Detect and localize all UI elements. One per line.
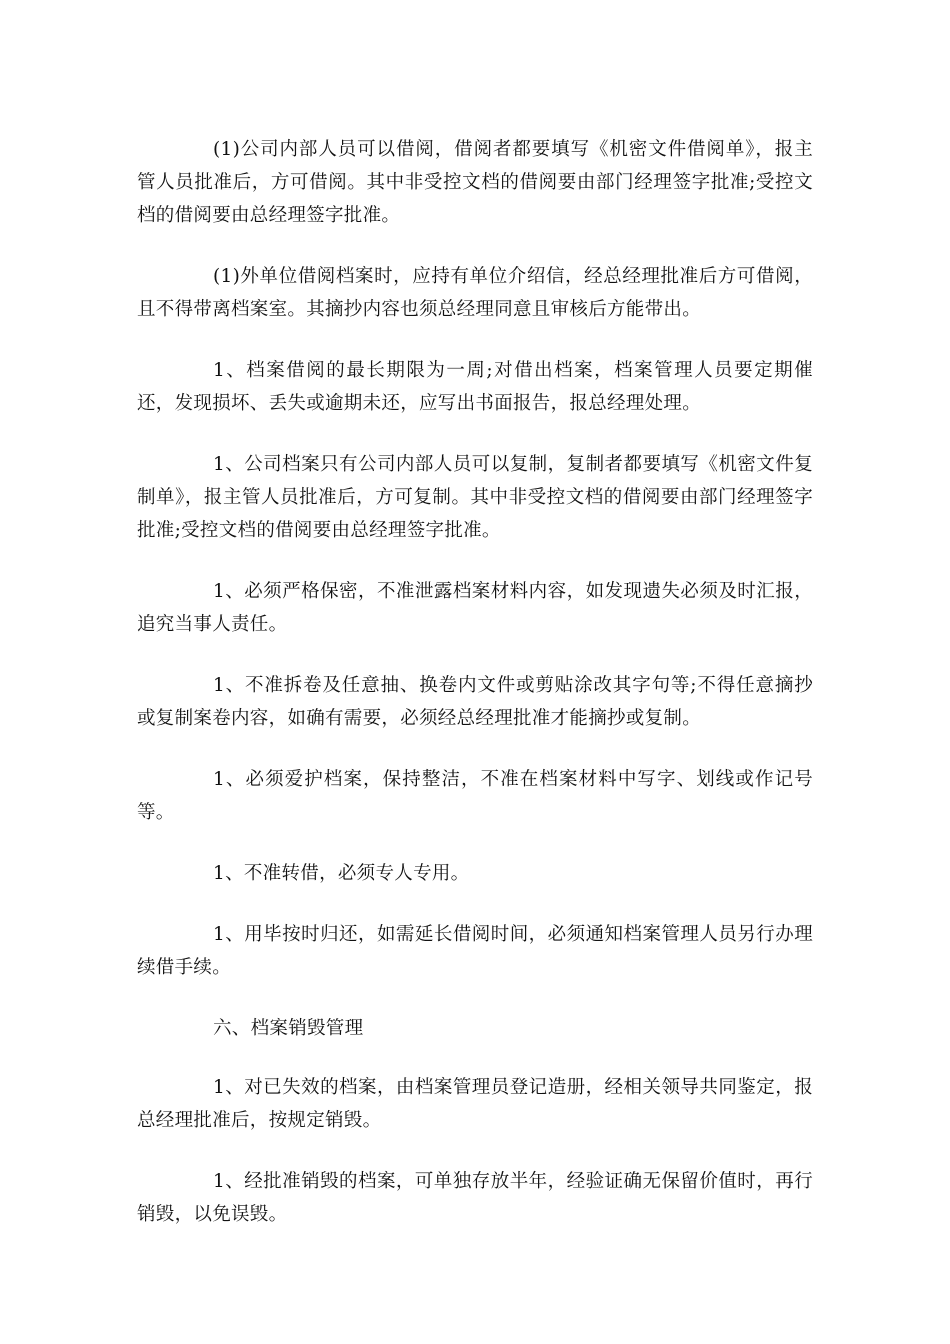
paragraph-confidentiality: 1、必须严格保密，不准泄露档案材料内容，如发现遗失必须及时汇报，追究当事人责任。 bbox=[137, 581, 813, 635]
paragraph-copying-rules: 1、公司档案只有公司内部人员可以复制，复制者都要填写《机密文件复制单》，报主管人员批准后，方可复制。其中非受控文档的借阅要由部门经理签字批准;受控文档的借阅要由总经理签字批准。 bbox=[137, 454, 813, 541]
paragraph-care-of-files: 1、必须爱护档案，保持整洁，不准在档案材料中写字、划线或作记号等。 bbox=[137, 769, 813, 823]
section-heading-destruction: 六、档案销毁管理 bbox=[213, 1018, 364, 1039]
paragraph-no-lending: 1、不准转借，必须专人专用。 bbox=[213, 863, 470, 884]
paragraph-borrowing-period: 1、档案借阅的最长期限为一周;对借出档案，档案管理人员要定期催还，发现损坏、丢失或逾期未还，应写出书面报告，报总经理处理。 bbox=[137, 360, 813, 414]
document-body bbox=[137, 133, 813, 1259]
paragraph-destruction-storage: 1、经批准销毁的档案，可单独存放半年，经验证确无保留价值时，再行销毁，以免误毁。 bbox=[137, 1171, 813, 1225]
paragraph-external-borrowing: (1)外单位借阅档案时，应持有单位介绍信，经总经理批准后方可借阅，且不得带离档案室。其摘抄内容也须总经理同意且审核后方能带出。 bbox=[137, 266, 813, 320]
paragraph-destruction-registration: 1、对已失效的档案，由档案管理员登记造册，经相关领导共同鉴定，报总经理批准后，按规定销毁。 bbox=[137, 1077, 813, 1131]
paragraph-no-tampering: 1、不准拆卷及任意抽、换卷内文件或剪贴涂改其字句等;不得任意摘抄或复制案卷内容，如确有需要，必须经总经理批准才能摘抄或复制。 bbox=[137, 675, 813, 729]
paragraph-timely-return: 1、用毕按时归还，如需延长借阅时间，必须通知档案管理人员另行办理续借手续。 bbox=[137, 924, 813, 978]
paragraph-internal-borrowing: (1)公司内部人员可以借阅，借阅者都要填写《机密文件借阅单》，报主管人员批准后，方可借阅。其中非受控文档的借阅要由部门经理签字批准;受控文档的借阅要由总经理签字批准。 bbox=[137, 139, 813, 226]
